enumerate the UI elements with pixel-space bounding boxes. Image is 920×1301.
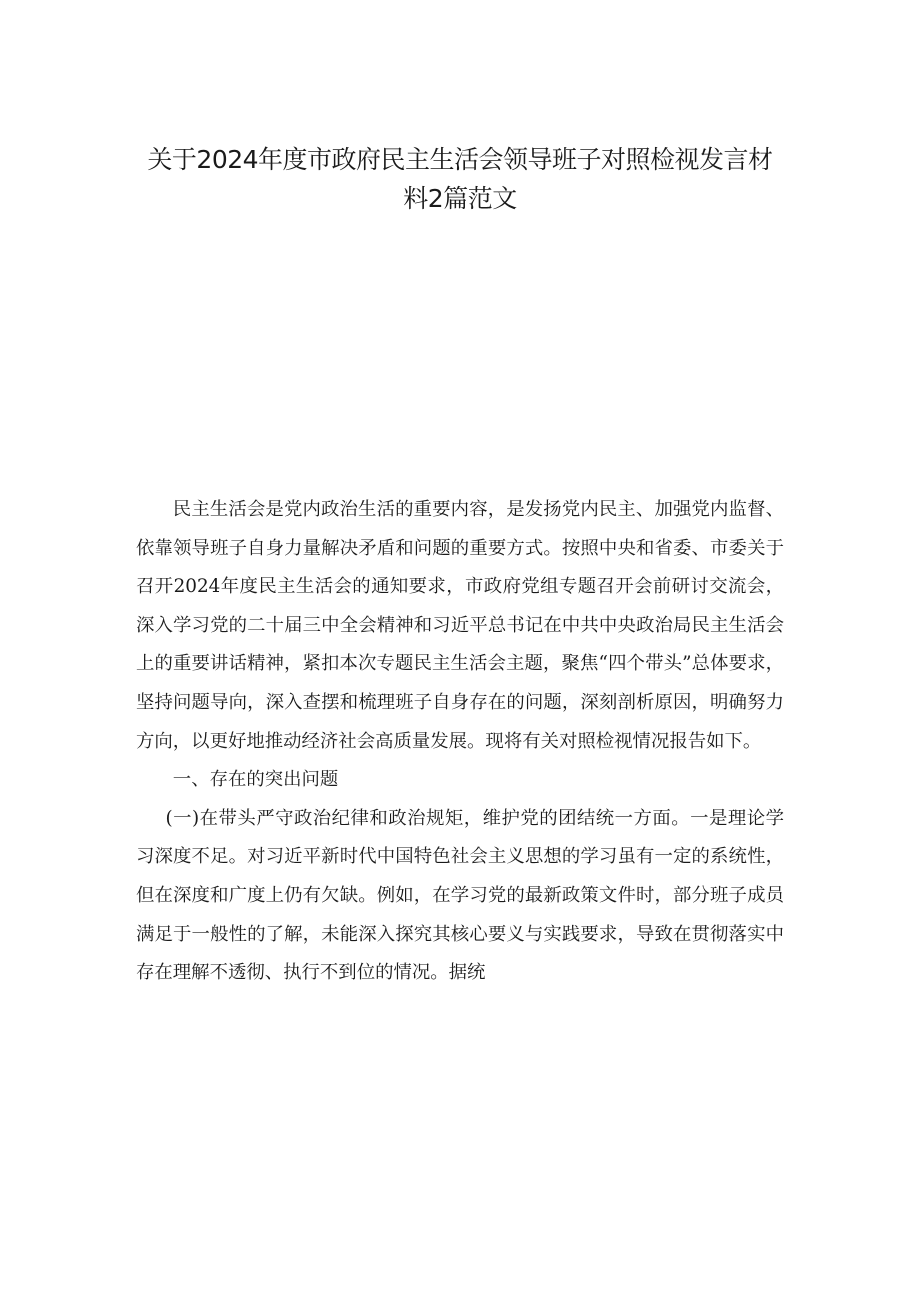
paragraph-section-1-1: (一)在带头严守政治纪律和政治规矩，维护党的团结统一方面。一是理论学习深度不足。对习近平新时代中国特色社会主义思想的学习虽有一定的系统性，但在深度和广度上仍有欠缺。例如，在学习党的最新政策文件时，部分班子成员满足于一般性的了解，未能深入探究其核心要义与实践要求，导致在贯彻落实中存在理解不透彻、执行不到位的情况。据统 [136,807,784,984]
document-title [136,140,784,218]
paragraph-intro: 民主生活会是党内政治生活的重要内容，是发扬党内民主、加强党内监督、依靠领导班子自身力量解决矛盾和问题的重要方式。按照中央和省委、市委关于召开2024年度民主生活会的通知要求，市政府党组专题召开会前研讨交流会，深入学习党的二十届三中全会精神和习近平总书记在中共中央政治局民主生活会上的重要讲话精神，紧扣本次专题民主生活会主题，聚焦“四个带头”总体要求，坚持问题导向，深入查摆和梳理班子自身存在的问题，深刻剖析原因，明确努力方向，以更好地推动经济社会高质量发展。现将有关对照检视情况报告如下。 [136,499,784,752]
document-body [136,491,784,993]
title-line-2: 料2篇范文 [403,184,517,213]
title-line-1: 关于2024年度市政府民主生活会领导班子对照检视发言材 [147,145,773,174]
section-heading-1: 一、存在的突出问题 [172,769,339,791]
